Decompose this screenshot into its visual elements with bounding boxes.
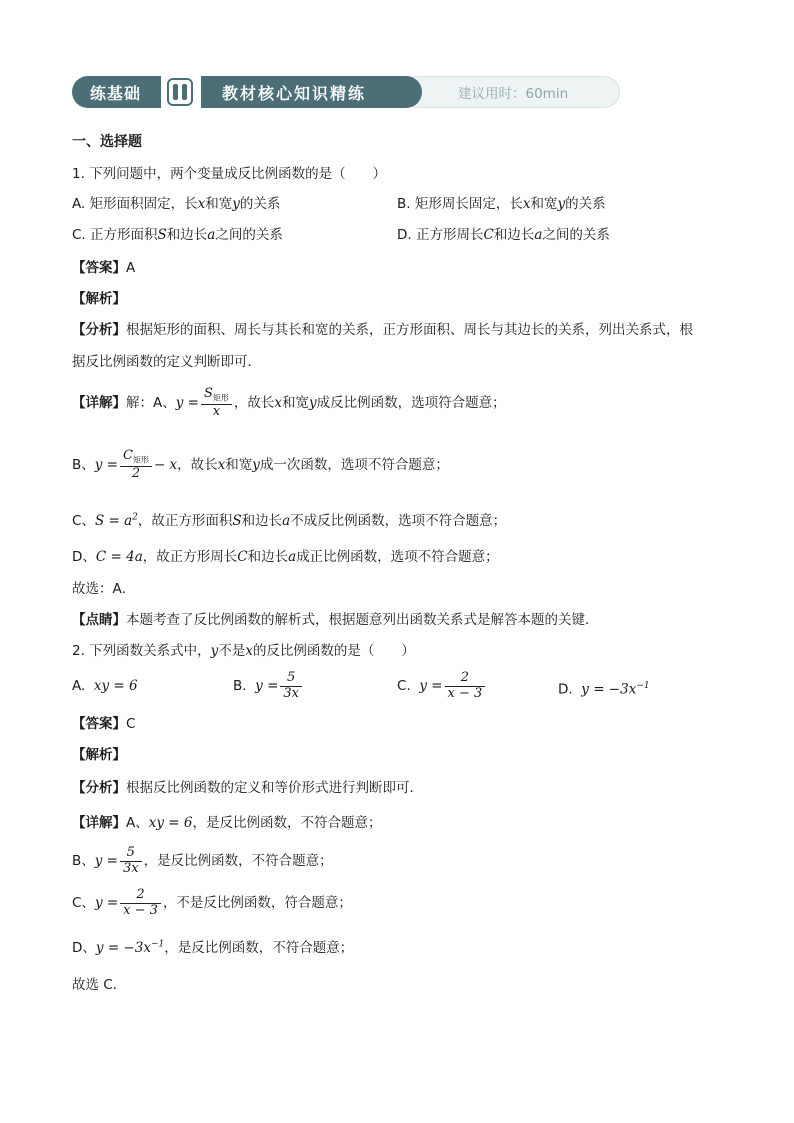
q1-detail-a: 【详解】解：A、y = $\frac{S_{矩形}}{x}$ ，故长x和宽y成反比例函数，选项符合题意； xyxy=(72,386,506,419)
q1-fenxi-line1: 【分析】根据矩形的面积、周长与其长和宽的关系，正方形面积、周长与其边长的关系，列出关系式，根 xyxy=(72,322,693,338)
q1-fenxi-line2: 据反比例函数的定义判断即可． xyxy=(72,354,261,370)
q2-fenxi: 【分析】根据反比例函数的定义和等价形式进行判断即可． xyxy=(72,780,423,796)
q2-answer: 【答案】C xyxy=(72,716,136,732)
q2-detail-d: D、$y = -3x^{-1}$，是反比例函数，不符合题意； xyxy=(72,939,354,956)
banner-left-label: 练基础 xyxy=(90,84,142,103)
book-icon xyxy=(167,78,193,106)
q2-option-b: B. y = $\frac{5}{3x}$ xyxy=(233,666,304,706)
q2-option-d: D. $y = -3x^{-1}$ xyxy=(558,681,650,698)
q1-detail-d: D、C = 4a，故正方形周长C和边长a成正比例函数，选项不符合题意； xyxy=(72,549,499,565)
q1-stem: 1. 下列问题中，两个变量成反比例函数的是（ ） xyxy=(72,166,387,182)
q2-option-a: A. xy = 6 xyxy=(72,678,138,694)
q2-detail-a: 【详解】A、xy = 6，是反比例函数，不符合题意； xyxy=(72,815,382,831)
q2-detail-c: C、y = $\frac{2}{x - 3}$ ，不是反比例函数，符合题意； xyxy=(72,887,352,918)
q2-stem: 2. 下列函数关系式中，y不是x的反比例函数的是（ ） xyxy=(72,643,415,659)
q1-detail-a-fraction: $\frac{S_{矩形}}{x}$ xyxy=(201,387,232,419)
q1-jiexi-label: 【解析】 xyxy=(72,291,126,307)
q1-detail-c: C、$S = a^2$，故正方形面积S和边长a不成反比例函数，选项不符合题意； xyxy=(72,512,507,529)
q2-jiexi-label: 【解析】 xyxy=(72,747,126,763)
q1-option-b: B. 矩形周长固定，长x和宽y的关系 xyxy=(397,196,606,212)
banner-title: 教材核心知识精练 xyxy=(222,84,367,103)
q1-answer: 【答案】A xyxy=(72,260,136,276)
q2-detail-b: B、y = $\frac{5}{3x}$ ，是反比例函数，不符合题意； xyxy=(72,845,333,876)
q1-detail-b-fraction: $\frac{C_{矩形}}{2}$ xyxy=(120,449,152,481)
q2-conclusion: 故选 C． xyxy=(72,977,127,993)
q1-dianjing: 【点睛】本题考查了反比例函数的解析式，根据题意列出函数关系式是解答本题的关键． xyxy=(72,612,599,628)
q1-option-a: A. 矩形面积固定，长x和宽y的关系 xyxy=(72,196,281,212)
q1-conclusion: 故选：A． xyxy=(72,581,136,597)
q2-option-c: C. y = $\frac{2}{x - 3}$ xyxy=(397,666,487,706)
q1-option-d: D. 正方形周长C和边长a之间的关系 xyxy=(397,227,610,243)
q1-detail-b: B、y = $\frac{C_{矩形}}{2}$ − x，故长x和宽y成一次函数，选项不符合题意； xyxy=(72,448,449,481)
section-banner xyxy=(72,76,620,108)
banner-suggested-time: 建议用时：60min xyxy=(458,86,569,102)
section-title: 一、选择题 xyxy=(72,134,142,150)
q1-option-c: C. 正方形面积S和边长a之间的关系 xyxy=(72,227,283,243)
